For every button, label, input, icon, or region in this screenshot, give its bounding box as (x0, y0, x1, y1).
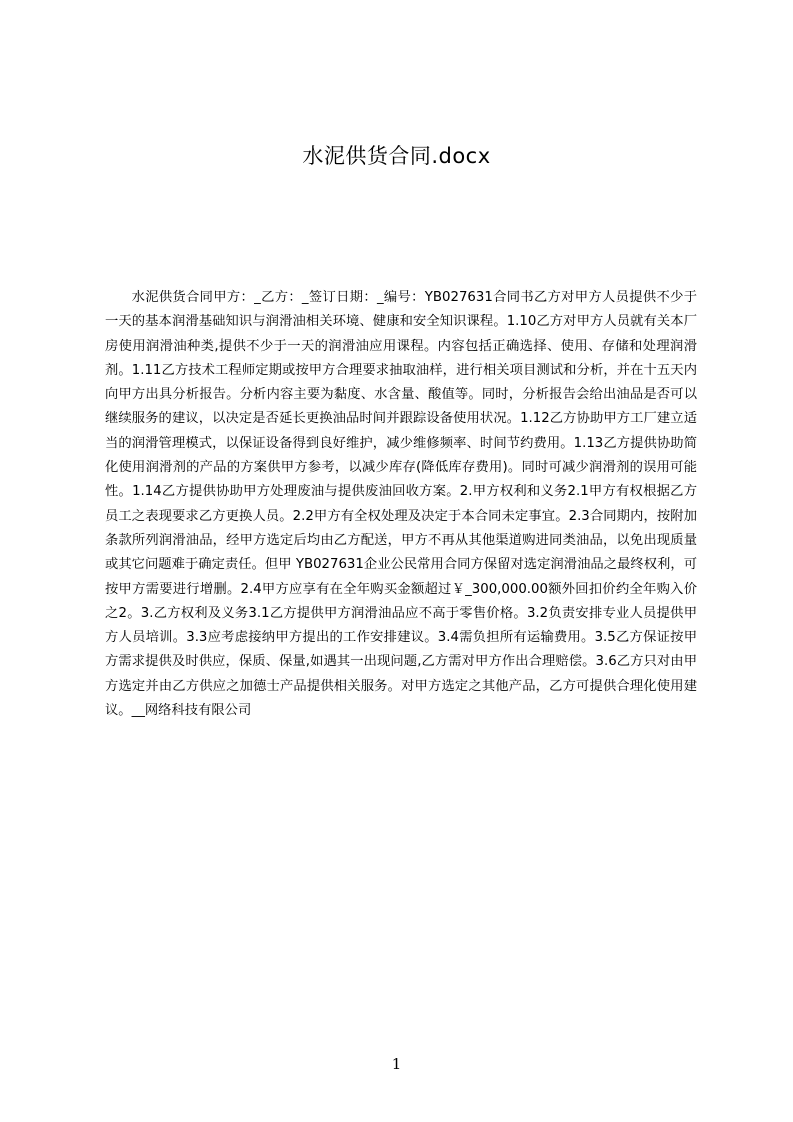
document-title: 水泥供货合同.docx (302, 144, 491, 168)
document-body-paragraph: 水泥供货合同甲方：_乙方：_签订日期：_编号：YB027631合同书乙方对甲方人员提供不少于一天的基本润滑基础知识与润滑油相关环境、健康和安全知识课程。1.10乙方对甲方人员就有关本厂房使用润滑油种类,提供不少于一天的润滑油应用课程。内容包括正确选择、使用、存储和处理润滑剂。1.11乙方技术工程师定期或按甲方合理要求抽取油样，进行相关项目测试和分析，并在十五天内向甲方出具分析报告。分析内容主要为黏度、水含量、酸值等。同时，分析报告会给出油品是否可以继续服务的建议，以决定是否延长更换油品时间并跟踪设备使用状况。1.12乙方协助甲方工厂建立适当的润滑管理模式，以保证设备得到良好维护，减少维修频率、时间节约费用。1.13乙方提供协助简化使用润滑剂的产品的方案供甲方参考，以减少库存(降低库存费用)。同时可减少润滑剂的误用可能性。1.14乙方提供协助甲方处理废油与提供废油回收方案。2.甲方权利和义务2.1甲方有权根据乙方员工之表现要求乙方更换人员。2.2甲方有全权处理及决定于本合同未定事宜。2.3合同期内，按附加条款所列润滑油品，经甲方选定后均由乙方配送，甲方不再从其他渠道购进同类油品，以免出现质量或其它问题难于确定责任。但甲 YB027631企业公民常用合同方保留对选定润滑油品之最终权利，可按甲方需要进行增删。2.4甲方应享有在全年购买金额超过￥_300,000.00额外回扣价约全年购入价之2。3.乙方权利及义务3.1乙方提供甲方润滑油品应不高于零售价格。3.2负责安排专业人员提供甲方人员培训。3.3应考虑接纳甲方提出的工作安排建议。3.4需负担所有运输费用。3.5乙方保证按甲方需求提供及时供应，保质、保量,如遇其一出现问题,乙方需对甲方作出合理赔偿。3.6乙方只对由甲方选定并由乙方供应之加德士产品提供相关服务。对甲方选定之其他产品，乙方可提供合理化使用建议。__网络科技有限公司 (105, 290, 697, 719)
page-number: 1 (391, 1055, 402, 1073)
